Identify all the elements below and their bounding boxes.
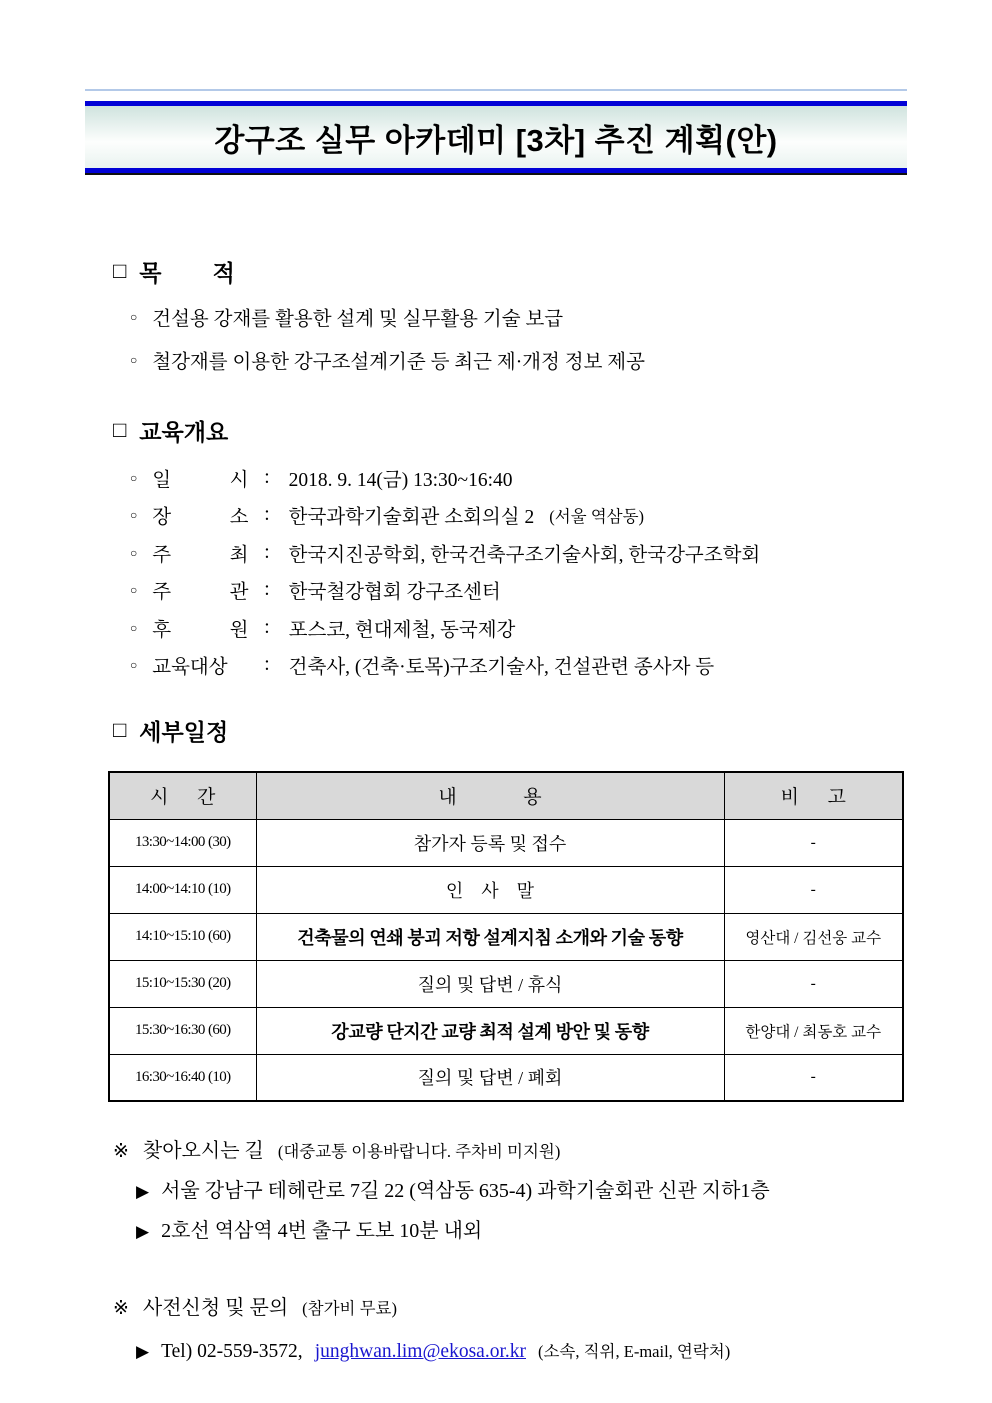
circle-bullet-icon: ○ [130,310,138,324]
overview-item-value: 포스코, 현대제철, 동국제강 [288,619,516,641]
note-cell: - [724,866,903,913]
overview-item-colon: : [264,466,270,488]
content-cell: 강교량 단지간 교량 최적 설계 방안 및 동향 [256,1007,724,1054]
directions-item-subway [136,1214,932,1243]
time-cell: 16:30~16:40 (10) [109,1054,256,1101]
overview-item-value: 한국과학기술회관 소회의실 2 [288,507,535,529]
document-title: 강구조 실무 아카데미 [3차] 추진 계획(안) [214,122,778,158]
banner-bottom-rule [85,173,907,175]
overview-item-label: 주 관 [152,582,249,604]
time-cell: 13:30~14:00 (30) [109,819,256,866]
time-cell: 14:10~15:10 (60) [109,913,256,960]
purpose-item [130,303,932,331]
square-bullet-icon: □ [113,416,127,442]
overview-item-colon: : [264,504,270,526]
content-cell: 질의 및 답변 / 폐회 [256,1054,724,1101]
overview-list [130,459,932,684]
note-cell: 한양대 / 최동호 교수 [724,1007,903,1054]
overview-item-colon: : [264,579,270,601]
directions-item-text: 서울 강남구 테헤란로 7길 22 (역삼동 635-4) 과학기술회관 신관 지하1층 [161,1180,770,1202]
note-cell: - [724,960,903,1007]
square-bullet-icon: □ [113,257,127,283]
banner-zone [0,0,992,175]
phone-number: Tel) 02-559-3572, [161,1341,303,1362]
table-row [109,866,903,913]
directions-item-address [136,1174,932,1203]
arrow-bullet-icon: ▶ [136,1342,150,1361]
overview-item-colon: : [264,654,270,676]
registration-title-note: (참가비 무료) [302,1299,397,1318]
overview-item-sponsor [130,609,932,647]
schedule-header-note: 비 고 [724,772,903,819]
circle-bullet-icon: ○ [130,620,138,635]
overview-item-organizer [130,572,932,610]
overview-item-value: 2018. 9. 14(금) 13:30~16:40 [288,469,513,491]
content-cell: 참가자 등록 및 접수 [256,819,724,866]
overview-item-label: 주 최 [152,544,249,566]
overview-item-note: (서울 역삼동) [549,507,645,527]
note-cell: - [724,1054,903,1101]
banner-top-rule [85,89,907,91]
overview-item-audience [130,647,932,685]
reference-mark-icon: ※ [113,1141,129,1162]
circle-bullet-icon: ○ [130,545,138,560]
overview-item-date [130,459,932,497]
overview-item-value: 한국철강협회 강구조센터 [288,582,501,604]
purpose-item-text: 건설용 강재를 활용한 설계 및 실무활용 기술 보급 [152,309,564,330]
directions-title-note: (대중교통 이용바랍니다. 주차비 미지원) [277,1142,561,1161]
schedule-table [108,771,904,1102]
overview-item-value: 건축사, (건축·토목)구조기술사, 건설관련 종사자 등 [288,657,715,679]
table-row [109,1007,903,1054]
schedule-header-row [109,772,903,819]
registration-title: 사전신청 및 문의 [142,1297,289,1319]
purpose-item [130,346,932,374]
content-cell: 건축물의 연쇄 붕괴 저항 설계지침 소개와 기술 동향 [256,913,724,960]
email-link[interactable]: junghwan.lim@ekosa.or.kr [314,1341,526,1362]
section-overview-heading [113,414,932,447]
section-purpose-heading [113,255,932,288]
overview-item-colon: : [264,541,270,563]
schedule-header-content: 내 용 [256,772,724,819]
overview-item-label: 일 시 [152,469,249,491]
circle-bullet-icon: ○ [130,658,138,673]
circle-bullet-icon: ○ [130,470,138,485]
circle-bullet-icon: ○ [130,583,138,598]
reference-mark-icon: ※ [113,1298,129,1319]
directions-title: 찾아오시는 길 [142,1140,264,1162]
schedule-header-time: 시 간 [109,772,256,819]
time-cell: 15:30~16:30 (60) [109,1007,256,1054]
overview-item-label: 후 원 [152,619,249,641]
overview-item-label: 교육대상 [152,657,228,679]
title-banner [85,101,907,173]
note-cell: 영산대 / 김선웅 교수 [724,913,903,960]
overview-item-colon: : [264,616,270,638]
section-overview-title: 교육개요 [139,419,229,445]
registration-heading [113,1291,932,1320]
contact-line [136,1338,932,1363]
table-row [109,913,903,960]
square-bullet-icon: □ [113,716,127,742]
overview-item-label: 장 소 [152,507,249,529]
table-row [109,1054,903,1101]
note-cell: - [724,819,903,866]
circle-bullet-icon: ○ [130,353,138,367]
arrow-bullet-icon: ▶ [136,1182,150,1201]
purpose-item-text: 철강재를 이용한 강구조설계기준 등 최근 제·개정 정보 제공 [152,352,645,373]
time-cell: 15:10~15:30 (20) [109,960,256,1007]
overview-item-host [130,534,932,572]
arrow-bullet-icon: ▶ [136,1222,150,1241]
table-row [109,819,903,866]
directions-item-text: 2호선 역삼역 4번 출구 도보 10분 내외 [161,1220,483,1242]
section-purpose-title: 목 적 [139,260,235,286]
directions-heading [113,1134,932,1163]
contact-suffix: (소속, 직위, E-mail, 연락처) [538,1342,731,1361]
content-cell: 질의 및 답변 / 휴식 [256,960,724,1007]
time-cell: 14:00~14:10 (10) [109,866,256,913]
table-row [109,960,903,1007]
overview-item-place [130,497,932,535]
document-body [0,255,992,1363]
overview-item-value: 한국지진공학회, 한국건축구조기술사회, 한국강구조학회 [288,544,761,566]
section-schedule-heading [113,714,932,747]
section-schedule-title: 세부일정 [139,719,229,745]
content-cell: 인 사 말 [256,866,724,913]
circle-bullet-icon: ○ [130,508,138,523]
